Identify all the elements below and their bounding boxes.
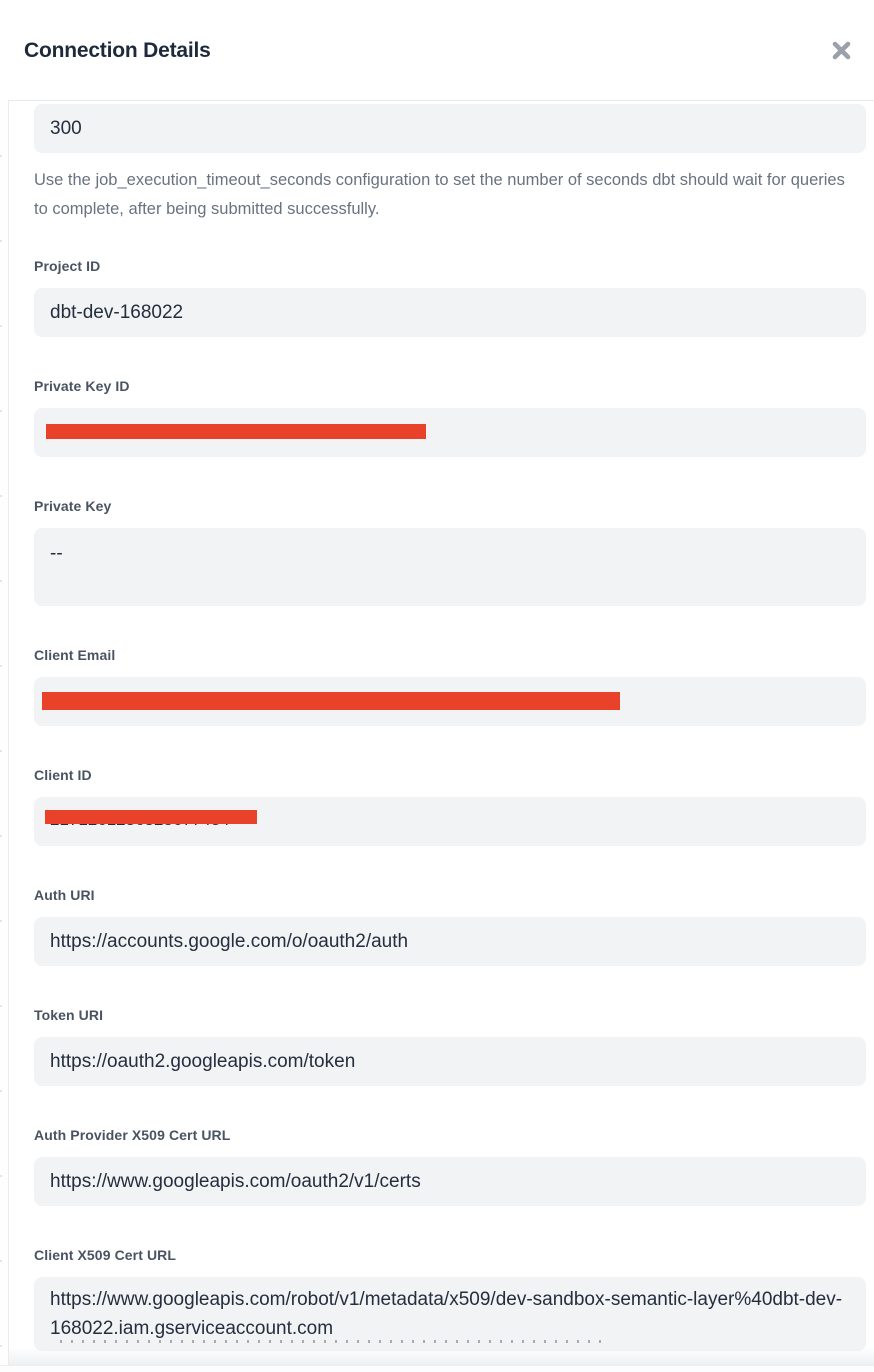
field-input-auth-uri[interactable] (34, 917, 866, 966)
field-value-private-key: -- (50, 543, 63, 564)
redaction-bar-private-key-id (46, 424, 426, 439)
field-input-private-key[interactable] (34, 528, 866, 606)
field-input-client-x509-cert-url[interactable] (34, 1277, 866, 1351)
field-group-private-key-id (34, 378, 866, 457)
modal-body (9, 101, 874, 1372)
field-group-auth-provider-x509-cert-url (34, 1127, 866, 1206)
field-value-token-uri: https://oauth2.googleapis.com/token (50, 1050, 356, 1072)
modal-title: Connection Details (24, 38, 211, 62)
field-group-client-email (34, 647, 866, 726)
field-label-client-id: Client ID (34, 767, 92, 783)
field-input-client-id[interactable] (34, 797, 866, 846)
close-icon (831, 49, 852, 64)
field-input-client-email[interactable] (34, 677, 866, 726)
field-value-auth-uri: https://accounts.google.com/o/oauth2/auth (50, 930, 409, 952)
redaction-bar-client-id (45, 810, 257, 824)
field-input-project-id[interactable] (34, 288, 866, 337)
field-input-token-uri[interactable] (34, 1037, 866, 1086)
field-input-auth-provider-x509-cert-url[interactable] (34, 1157, 866, 1206)
field-label-project-id: Project ID (34, 258, 101, 274)
field-value-auth-provider-x509-cert-url: https://www.googleapis.com/oauth2/v1/certs (50, 1170, 421, 1192)
timeout-seconds-value: 300 (50, 117, 82, 139)
field-group-auth-uri (34, 887, 866, 966)
footer-divider (0, 1365, 874, 1372)
field-group-private-key (34, 498, 866, 606)
form-fields (34, 258, 866, 1351)
field-label-token-uri: Token URI (34, 1007, 104, 1023)
clipped-text-line (60, 1340, 606, 1343)
field-label-auth-uri: Auth URI (34, 887, 95, 903)
field-group-token-uri (34, 1007, 866, 1086)
redaction-bar-client-email (42, 692, 620, 710)
field-value-project-id: dbt-dev-168022 (50, 301, 184, 323)
close-button[interactable] (825, 34, 858, 67)
page-background-sliver (0, 101, 9, 1372)
field-label-client-email: Client Email (34, 647, 116, 663)
field-input-private-key-id[interactable] (34, 408, 866, 457)
field-label-private-key: Private Key (34, 498, 112, 514)
field-label-private-key-id: Private Key ID (34, 378, 130, 394)
field-label-auth-provider-x509-cert-url: Auth Provider X509 Cert URL (34, 1127, 231, 1143)
timeout-help-text: Use the job_execution_timeout_seconds configuration to set the number of seconds dbt should wait for queries to complete, after being submitted successfully. (34, 171, 845, 218)
field-group-client-id (34, 767, 866, 846)
timeout-seconds-input[interactable] (34, 104, 866, 153)
modal-header (0, 0, 874, 101)
field-group-project-id (34, 258, 866, 337)
modal-lower-region (0, 101, 874, 1372)
field-value-client-x509-cert-url: https://www.googleapis.com/robot/v1/metadata/x509/dev-sandbox-semantic-layer%40dbt-dev-168022.iam.gserviceaccount.com (50, 1289, 843, 1339)
field-label-client-x509-cert-url: Client X509 Cert URL (34, 1247, 177, 1263)
field-group-client-x509-cert-url (34, 1247, 866, 1351)
